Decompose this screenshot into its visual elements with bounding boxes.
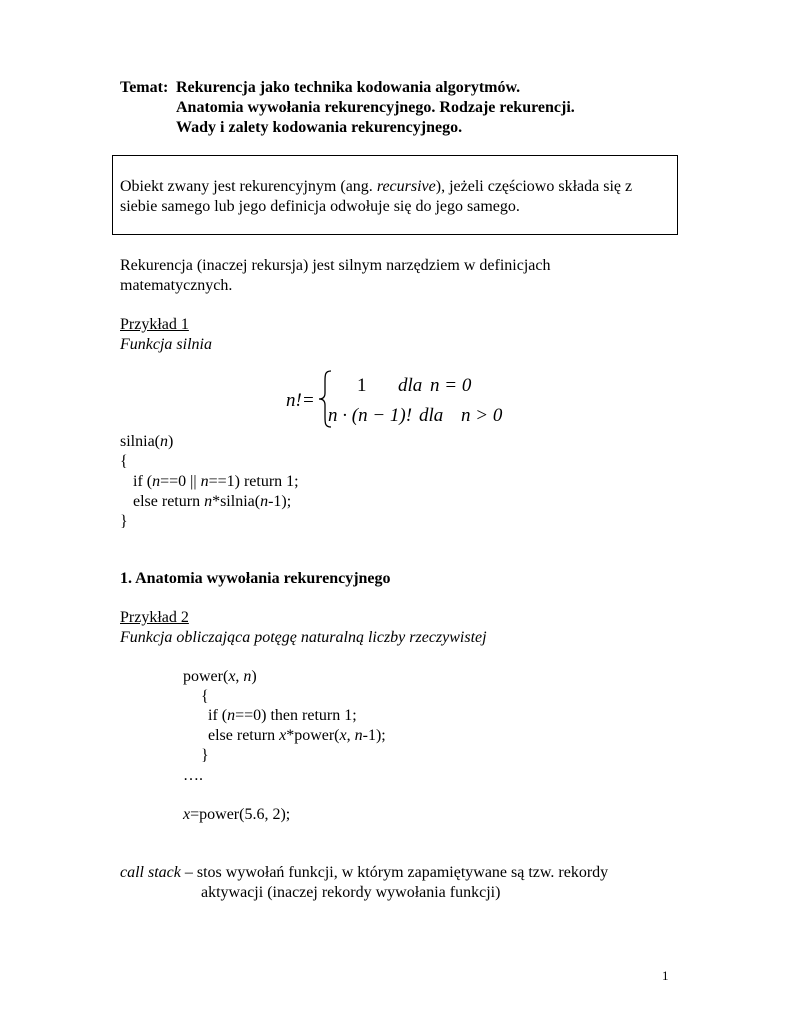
code-power-line-4 [208, 726, 386, 746]
code-text: else return [208, 727, 280, 744]
code-silnia-line-5: } [120, 513, 128, 530]
definition-line-1 [120, 177, 632, 197]
definition-text-b: ), jeżeli częściowo składa się z [435, 178, 633, 195]
example-2-label: Przykład 2 [120, 609, 189, 626]
code-power-line-1 [183, 667, 257, 687]
definition-term: recursive [376, 178, 436, 195]
code-power-line-6: …. [183, 767, 203, 784]
formula-lhs: n!= [286, 390, 315, 411]
code-text: ==0) then return 1; [235, 707, 357, 724]
code-text: ==1) return 1; [208, 473, 299, 490]
intro-line-2: matematycznych. [120, 277, 233, 294]
formula-case1-cond-word: dla [398, 375, 423, 396]
code-text: -1); [362, 727, 386, 744]
code-var: x [228, 668, 236, 685]
code-var: x [279, 727, 287, 744]
code-power-line-5: } [201, 747, 209, 764]
section-1-heading: 1. Anatomia wywołania rekurencyjnego [120, 570, 391, 587]
code-power-line-3 [208, 706, 357, 726]
code-var: n [354, 727, 363, 744]
power-call [183, 805, 290, 825]
formula-case1-cond: n = 0 [430, 375, 472, 396]
code-text: , [346, 727, 355, 744]
code-text: silnia( [120, 433, 160, 450]
definition-text-a: Obiekt zwany jest rekurencyjnym (ang. [120, 178, 377, 195]
formula-case2-value: n · (n − 1)! [328, 405, 413, 426]
example-2-title: Funkcja obliczająca potęgę naturalną liczby rzeczywistej [120, 629, 487, 646]
topic-label: Temat: [120, 79, 169, 96]
code-var: x [183, 806, 191, 823]
code-silnia-line-2: { [120, 453, 128, 470]
code-silnia-line-3 [133, 472, 299, 492]
code-silnia-line-1 [120, 432, 173, 452]
callstack-line-1 [120, 863, 608, 883]
intro-line-1: Rekurencja (inaczej rekursja) jest silnym narzędziem w definicjach [120, 257, 551, 274]
code-var: n [204, 493, 213, 510]
topic-line-1: Rekurencja jako technika kodowania algorytmów. [176, 79, 521, 96]
code-text: =power(5.6, 2); [190, 806, 291, 823]
code-text: if ( [133, 473, 153, 490]
formula-case2-cond: n > 0 [461, 405, 503, 426]
formula-case2-cond-word: dla [419, 405, 444, 426]
page-number: 1 [662, 968, 669, 983]
code-power-line-2: { [201, 688, 209, 705]
formula-case1-value: 1 [357, 375, 367, 396]
code-var: n [160, 433, 168, 450]
code-text: , [235, 668, 244, 685]
code-var: x [339, 727, 347, 744]
code-text: -1); [268, 493, 292, 510]
code-text: ) [251, 668, 257, 685]
code-text: ==0 || [160, 473, 201, 490]
callstack-text: – stos wywołań funkcji, w którym zapamiętywane są tzw. rekordy [180, 864, 609, 881]
code-text: if ( [208, 707, 228, 724]
code-var: n [227, 707, 236, 724]
callstack-line-2: aktywacji (inaczej rekordy wywołania funkcji) [201, 884, 501, 901]
code-var: n [260, 493, 269, 510]
code-text: else return [133, 493, 205, 510]
code-text: *power( [286, 727, 340, 744]
code-silnia-line-4 [133, 492, 291, 512]
code-text: *silnia( [212, 493, 261, 510]
code-text: power( [183, 668, 229, 685]
topic-line-3: Wady i zalety kodowania rekurencyjnego. [176, 119, 463, 136]
code-text: ) [168, 433, 174, 450]
example-1-title: Funkcja silnia [120, 336, 212, 353]
example-1-label: Przykład 1 [120, 316, 189, 333]
topic-line-2: Anatomia wywołania rekurencyjnego. Rodzaje rekurencji. [176, 99, 575, 116]
callstack-term: call stack [120, 864, 181, 881]
code-var: n [152, 473, 161, 490]
code-var: n [243, 668, 252, 685]
definition-line-2: siebie samego lub jego definicja odwołuje się do jego samego. [120, 198, 520, 215]
code-var: n [200, 473, 209, 490]
